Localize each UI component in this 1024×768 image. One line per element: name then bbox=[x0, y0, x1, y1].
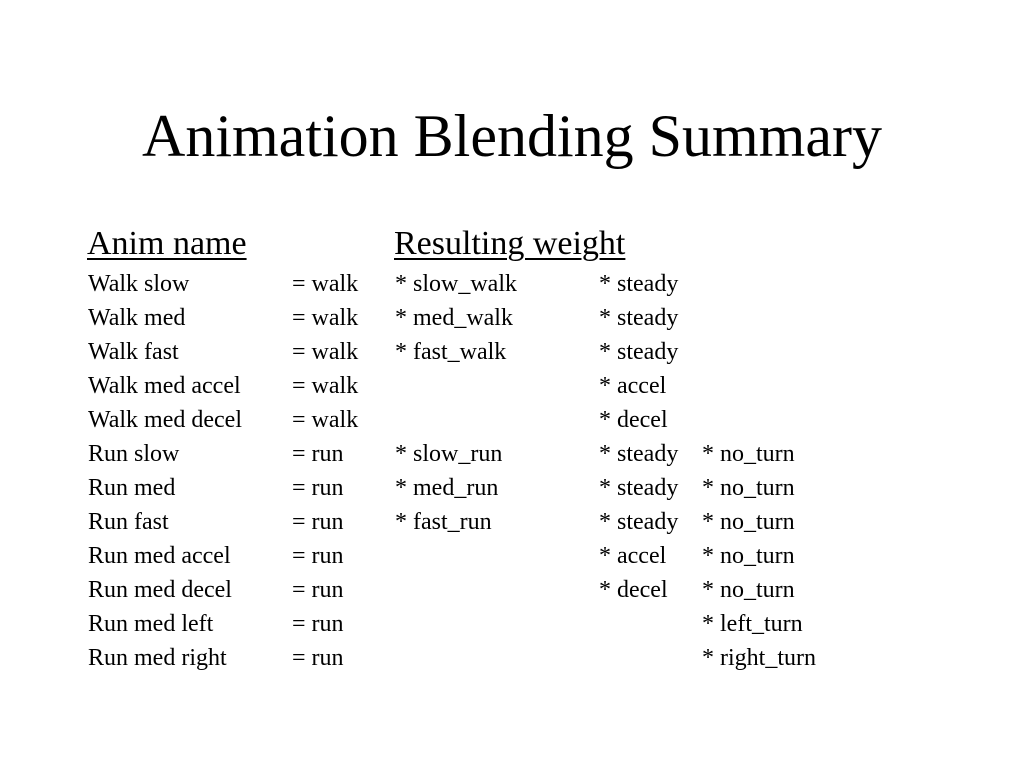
base-anim-cell: = walk bbox=[292, 271, 359, 297]
turn-weight-cell: * right_turn bbox=[702, 645, 816, 671]
motion-weight-cell: * steady bbox=[599, 509, 679, 535]
speed-weight-cell: * slow_run bbox=[395, 441, 503, 467]
motion-weight-cell: * steady bbox=[599, 339, 679, 365]
anim-name-cell: Walk med bbox=[88, 305, 186, 331]
blend-table bbox=[0, 267, 1024, 675]
speed-weight-cell: * slow_walk bbox=[395, 271, 517, 297]
turn-weight-cell: * no_turn bbox=[702, 475, 795, 501]
turn-weight-cell: * left_turn bbox=[702, 611, 803, 637]
anim-name-cell: Run fast bbox=[88, 509, 169, 535]
base-anim-cell: = walk bbox=[292, 407, 359, 433]
motion-weight-cell: * steady bbox=[599, 475, 679, 501]
motion-weight-cell: * steady bbox=[599, 441, 679, 467]
base-anim-cell: = run bbox=[292, 611, 344, 637]
base-anim-cell: = run bbox=[292, 475, 344, 501]
anim-name-cell: Run med bbox=[88, 475, 176, 501]
motion-weight-cell: * accel bbox=[599, 373, 667, 399]
speed-weight-cell: * fast_run bbox=[395, 509, 492, 535]
turn-weight-cell: * no_turn bbox=[702, 543, 795, 569]
table-row bbox=[0, 301, 1024, 335]
base-anim-cell: = run bbox=[292, 577, 344, 603]
table-row bbox=[0, 267, 1024, 301]
base-anim-cell: = run bbox=[292, 509, 344, 535]
table-row bbox=[0, 335, 1024, 369]
table-row bbox=[0, 471, 1024, 505]
anim-name-cell: Run med decel bbox=[88, 577, 232, 603]
base-anim-cell: = walk bbox=[292, 339, 359, 365]
base-anim-cell: = walk bbox=[292, 305, 359, 331]
anim-name-cell: Walk fast bbox=[88, 339, 179, 365]
table-row bbox=[0, 607, 1024, 641]
table-row bbox=[0, 437, 1024, 471]
table-row bbox=[0, 505, 1024, 539]
base-anim-cell: = run bbox=[292, 441, 344, 467]
turn-weight-cell: * no_turn bbox=[702, 577, 795, 603]
motion-weight-cell: * decel bbox=[599, 407, 668, 433]
speed-weight-cell: * med_walk bbox=[395, 305, 513, 331]
base-anim-cell: = run bbox=[292, 645, 344, 671]
anim-name-cell: Run med right bbox=[88, 645, 227, 671]
table-row bbox=[0, 403, 1024, 437]
table-row bbox=[0, 369, 1024, 403]
anim-name-cell: Run slow bbox=[88, 441, 180, 467]
turn-weight-cell: * no_turn bbox=[702, 441, 795, 467]
motion-weight-cell: * decel bbox=[599, 577, 668, 603]
speed-weight-cell: * fast_walk bbox=[395, 339, 507, 365]
motion-weight-cell: * steady bbox=[599, 271, 679, 297]
anim-name-cell: Walk med accel bbox=[88, 373, 241, 399]
table-row bbox=[0, 573, 1024, 607]
anim-name-cell: Walk med decel bbox=[88, 407, 242, 433]
motion-weight-cell: * accel bbox=[599, 543, 667, 569]
table-header bbox=[0, 222, 1024, 266]
turn-weight-cell: * no_turn bbox=[702, 509, 795, 535]
slide-title: Animation Blending Summary bbox=[142, 103, 882, 169]
table-row bbox=[0, 641, 1024, 675]
base-anim-cell: = run bbox=[292, 543, 344, 569]
anim-name-cell: Run med left bbox=[88, 611, 214, 637]
speed-weight-cell: * med_run bbox=[395, 475, 499, 501]
anim-name-cell: Run med accel bbox=[88, 543, 231, 569]
motion-weight-cell: * steady bbox=[599, 305, 679, 331]
header-anim-name: Anim name bbox=[87, 225, 247, 262]
base-anim-cell: = walk bbox=[292, 373, 359, 399]
header-resulting-weight: Resulting weight bbox=[394, 225, 626, 262]
table-row bbox=[0, 539, 1024, 573]
anim-name-cell: Walk slow bbox=[88, 271, 190, 297]
